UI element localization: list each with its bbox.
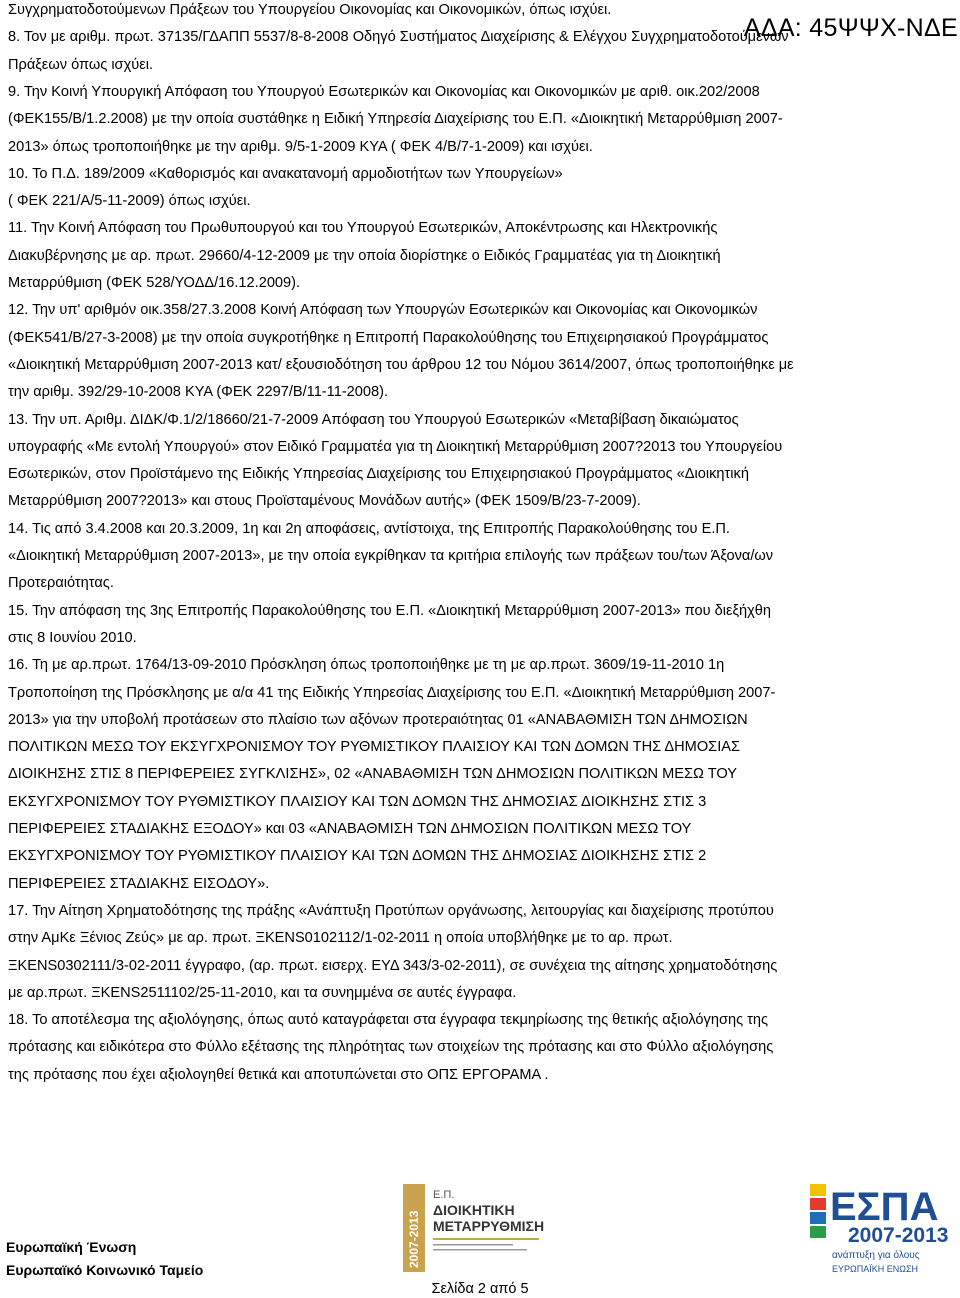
text-line: την αριθμ. 392/29-10-2008 ΚΥΑ (ΦΕΚ 2297/Β/11-11-2008). (8, 384, 389, 401)
text-line: στις 8 Ιουνίου 2010. (8, 629, 137, 646)
text-line: 17. Την Αίτηση Χρηματοδότησης της πράξης «Ανάπτυξη Προτύπων οργάνωσης, λειτουργίας και διαχείρισης προτύπου (8, 902, 774, 919)
text-line: με αρ.πρωτ. ΞΚΕΝS2511102/25-11-2010, και τα συνημμένα σε αυτές έγγραφα. (8, 984, 517, 1001)
footer-funders (6, 1236, 203, 1282)
text-line: ΕΚΣΥΓΧΡΟΝΙΣΜΟΥ ΤΟΥ ΡΥΘΜΙΣΤΙΚΟΥ ΠΛΑΙΣΙΟΥ ΚΑΙ ΤΩΝ ΔΟΜΩΝ ΤΗΣ ΔΗΜΟΣΙΑΣ ΔΙΟΙΚΗΣΗΣ ΣΤΙΣ 3 (8, 793, 707, 810)
text-line: 16. Τη με αρ.πρωτ. 1764/13-09-2010 Πρόσκληση όπως τροποποιήθηκε με τη με αρ.πρωτ. 3609/19-11-2010 1η (8, 657, 725, 674)
dm-logo-line1: ΔΙΟΙΚΗΤΙΚΗ (433, 1202, 515, 1218)
text-line: 8. Τον με αριθμ. πρωτ. 37135/ΓΔΑΠΠ 5537/8-8-2008 Οδηγό Συστήματος Διαχείρισης & Ελέγχου Συγχρηματοδοτούμενων (8, 29, 789, 46)
espa-logo-years: 2007-2013 (848, 1224, 949, 1247)
text-line: «Διοικητική Μεταρρύθμιση 2007-2013», με την οποία εγκρίθηκαν τα κριτήρια επιλογής των πράξεων του/των Άξονα/ων (8, 548, 774, 564)
text-line: 2013» για την υποβολή προτάσεων στο πλαίσιο των αξόνων προτεραιότητας 01 «ΑΝΑΒΑΘΜΙΣΗ ΤΩΝ ΔΗΜΟΣΙΩΝ (8, 711, 748, 728)
espa-logo-caption2: ΕΥΡΩΠΑΪΚΗ ΕΝΩΣΗ (832, 1264, 919, 1274)
text-line: 12. Την υπ' αριθμόν οικ.358/27.3.2008 Κοινή Απόφαση των Υπουργών Εσωτερικών και Οικονομίας και Οικονομικών (8, 302, 758, 319)
page-number: Σελίδα 2 από 5 (431, 1281, 529, 1297)
espa-logo (808, 1180, 958, 1278)
text-line: ( ΦΕΚ 221/Α/5-11-2009) όπως ισχύει. (8, 193, 251, 210)
text-line: ΠΕΡΙΦΕΡΕΙΕΣ ΣΤΑΔΙΑΚΗΣ ΕΙΣΟΔΟΥ». (8, 875, 270, 892)
text-line: 2013» όπως τροποποιήθηκε με την αριθμ. 9/5-1-2009 ΚΥΑ ( ΦΕΚ 4/Β/7-1-2009) και ισχύει. (8, 138, 593, 155)
footer-eu-label: Ευρωπαϊκή Ένωση (6, 1239, 137, 1255)
dm-logo-prefix: Ε.Π. (433, 1189, 455, 1201)
text-line: 14. Τις από 3.4.2008 και 20.3.2009, 1η και 2η αποφάσεις, αντίστοιχα, της Επιτροπής Παρακολούθησης του Ε.Π. (8, 520, 730, 537)
text-line: Πράξεων όπως ισχύει. (8, 56, 154, 73)
text-line: Τροποποίηση της Πρόσκλησης με α/α 41 της Ειδικής Υπηρεσίας Διαχείρισης του Ε.Π. «Διοικητική Μεταρρύθμιση 2007- (8, 684, 776, 701)
ada-code: ΑΔΑ: 45ΨΨΧ-ΝΔΕ (743, 14, 958, 42)
text-line: στην ΑμΚε Ξένιος Ζεύς» με αρ. πρωτ. ΞΚΕΝS0102112/1-02-2011 η οποία υποβλήθηκε με το αρ. πρωτ. (8, 930, 673, 947)
text-line: πρότασης και ειδικότερα στο Φύλλο εξέτασης της πληρότητας των στοιχείων της πρότασης και στο Φύλλο αξιολόγησης (8, 1039, 774, 1056)
text-line: Προτεραιότητας. (8, 575, 114, 592)
text-line: 13. Την υπ. Αριθμ. ΔΙΔΚ/Φ.1/2/18660/21-7-2009 Απόφαση του Υπουργού Εσωτερικών «Μεταβίβαση δικαιώματος (8, 411, 739, 428)
text-line: 15. Την απόφαση της 3ης Επιτροπής Παρακολούθησης του Ε.Π. «Διοικητική Μεταρρύθμιση 2007-2013» που διεξήχθη (8, 602, 772, 619)
text-line: «Διοικητική Μεταρρύθμιση 2007-2013 κατ/ εξουσιοδότηση του άρθρου 12 του Νόμου 3614/2007, όπως τροποποιήθηκε με (8, 356, 794, 373)
text-line: Εσωτερικών, στον Προϊστάμενο της Ειδικής Υπηρεσίας Διαχείρισης του Επιχειρησιακού Προγράμματος «Διοικητική (8, 466, 749, 483)
text-line: υπογραφής «Με εντολή Υπουργού» στον Ειδικό Γραμματέα για τη Διοικητική Μεταρρύθμιση 2007?2013 του Υπουργείου (8, 438, 783, 455)
text-line: ΔΙΟΙΚΗΣΗΣ ΣΤΙΣ 8 ΠΕΡΙΦΕΡΕΙΕΣ ΣΥΓΚΛΙΣΗΣ», 02 «ΑΝΑΒΑΘΜΙΣΗ ΤΩΝ ΔΗΜΟΣΙΩΝ ΠΟΛΙΤΙΚΩΝ ΜΕΣΩ ΤΟΥ (8, 766, 737, 783)
text-line: ΕΚΣΥΓΧΡΟΝΙΣΜΟΥ ΤΟΥ ΡΥΘΜΙΣΤΙΚΟΥ ΠΛΑΙΣΙΟΥ ΚΑΙ ΤΩΝ ΔΟΜΩΝ ΤΗΣ ΔΗΜΟΣΙΑΣ ΔΙΟΙΚΗΣΗΣ ΣΤΙΣ 2 (8, 848, 707, 865)
text-line: Συγχρηματοδοτούμενων Πράξεων του Υπουργείου Οικονομίας και Οικονομικών, όπως ισχύει. (8, 2, 612, 18)
text-line: (ΦΕΚ155/Β/1.2.2008) με την οποία συστάθηκε η Ειδική Υπηρεσία Διαχείρισης του Ε.Π. «Διοικητική Μεταρρύθμιση 2007- (8, 111, 783, 128)
text-line: ΠΕΡΙΦΕΡΕΙΕΣ ΣΤΑΔΙΑΚΗΣ ΕΞΟΔΟΥ» και 03 «ΑΝΑΒΑΘΜΙΣΗ ΤΩΝ ΔΗΜΟΣΙΩΝ ΠΟΛΙΤΙΚΩΝ ΜΕΣΩ ΤΟΥ (8, 821, 692, 837)
dm-logo-line2: ΜΕΤΑΡΡΥΘΜΙΣΗ (433, 1218, 545, 1234)
dm-logo (403, 1184, 583, 1272)
footer-fund-label: Ευρωπαϊκό Κοινωνικό Ταμείο (6, 1262, 204, 1278)
text-line: ΠΟΛΙΤΙΚΩΝ ΜΕΣΩ ΤΟΥ ΕΚΣΥΓΧΡΟΝΙΣΜΟΥ ΤΟΥ ΡΥΘΜΙΣΤΙΚΟΥ ΠΛΑΙΣΙΟΥ ΚΑΙ ΤΩΝ ΔΟΜΩΝ ΤΗΣ ΔΗΜΟΣΙΑΣ (8, 739, 741, 756)
text-line: (ΦΕΚ541/Β/27-3-2008) με την οποία συγκροτήθηκε η Επιτροπή Παρακολούθησης του Επιχειρησιακού Προγράμματος (8, 329, 769, 346)
text-line: 10. Το Π.Δ. 189/2009 «Καθορισμός και ανακατανομή αρμοδιοτήτων των Υπουργείων» (8, 165, 563, 182)
dm-logo-vertical: 2007-2013 (407, 1210, 421, 1268)
text-line: Μεταρρύθμιση 2007?2013» και στους Προϊσταμένους Μονάδων αυτής» (ΦΕΚ 1509/Β/23-7-2009). (8, 493, 641, 510)
espa-logo-title: ΕΣΠΑ (830, 1185, 939, 1229)
espa-logo-caption1: ανάπτυξη για όλους (832, 1250, 920, 1261)
text-line: ΞΚΕΝS0302111/3-02-2011 έγγραφο, (αρ. πρωτ. εισερχ. ΕΥΔ 343/3-02-2011), σε συνέχεια της αίτησης χρηματοδότησης (8, 957, 778, 974)
text-line: 18. Το αποτέλεσμα της αξιολόγησης, όπως αυτό καταγράφεται στα έγγραφα τεκμηρίωσης της θετικής αξιολόγησης της (8, 1012, 769, 1029)
text-line: Μεταρρύθμιση (ΦΕΚ 528/ΥΟΔΔ/16.12.2009). (8, 275, 301, 291)
text-line: της πρότασης που έχει αξιολογηθεί θετικά και αποτυπώνεται στο ΟΠΣ ΕΡΓΟΡΑΜΑ . (8, 1066, 549, 1083)
text-line: 11. Την Κοινή Απόφαση του Πρωθυπουργού και του Υπουργού Εσωτερικών, Αποκέντρωσης και Ηλεκτρονικής (8, 220, 718, 237)
text-line: Διακυβέρνησης με αρ. πρωτ. 29660/4-12-2009 με την οποία διορίστηκε ο Ειδικός Γραμματέας για τη Διοικητική (8, 247, 721, 264)
text-line: 9. Την Κοινή Υπουργική Απόφαση του Υπουργού Εσωτερικών και Οικονομίας και Οικονομικών με αριθ. οικ.202/2008 (8, 83, 760, 100)
